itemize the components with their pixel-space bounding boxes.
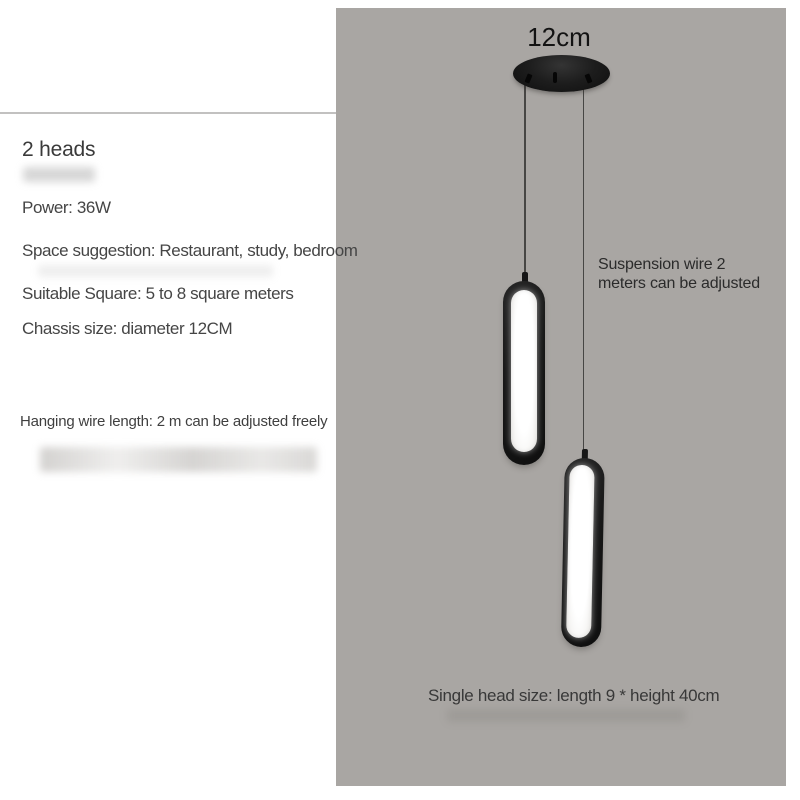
pendant-ring-frame	[561, 458, 605, 648]
single-head-size-note: Single head size: length 9 * height 40cm	[428, 686, 720, 705]
pendant-head-upper	[503, 272, 545, 465]
blurred-text-remnant	[38, 265, 273, 277]
spec-space-suggestion: Space suggestion: Restaurant, study, bedroom	[22, 241, 358, 260]
suspension-wire-right	[583, 78, 585, 449]
spec-power: Power: 36W	[22, 198, 111, 217]
spec-suitable-square: Suitable Square: 5 to 8 square meters	[22, 284, 294, 303]
led-light-panel	[566, 465, 595, 638]
suspension-wire-left	[524, 78, 526, 272]
blurred-text-remnant	[40, 447, 317, 472]
wire-grip-left-icon	[524, 73, 532, 83]
suspension-note-line2: meters can be adjusted	[598, 275, 760, 292]
pendant-ring-frame	[503, 281, 545, 465]
center-hook-icon	[553, 72, 557, 83]
blurred-text-remnant	[23, 167, 95, 182]
chassis-diameter-label: 12cm	[527, 22, 591, 52]
blurred-text-remnant	[447, 709, 685, 722]
header-divider	[0, 112, 336, 114]
pendant-head-lower	[561, 449, 605, 648]
ceiling-canopy	[513, 55, 610, 92]
heads-count-title: 2 heads	[22, 138, 96, 161]
wire-grip-right-icon	[584, 73, 592, 83]
led-light-panel	[511, 290, 537, 452]
product-photo-panel	[336, 8, 786, 786]
suspension-note-line1: Suspension wire 2	[598, 256, 726, 273]
suspension-wire-note	[598, 255, 760, 293]
spec-chassis-size: Chassis size: diameter 12CM	[22, 319, 233, 338]
spec-hanging-wire-length: Hanging wire length: 2 m can be adjusted freely	[20, 413, 328, 430]
